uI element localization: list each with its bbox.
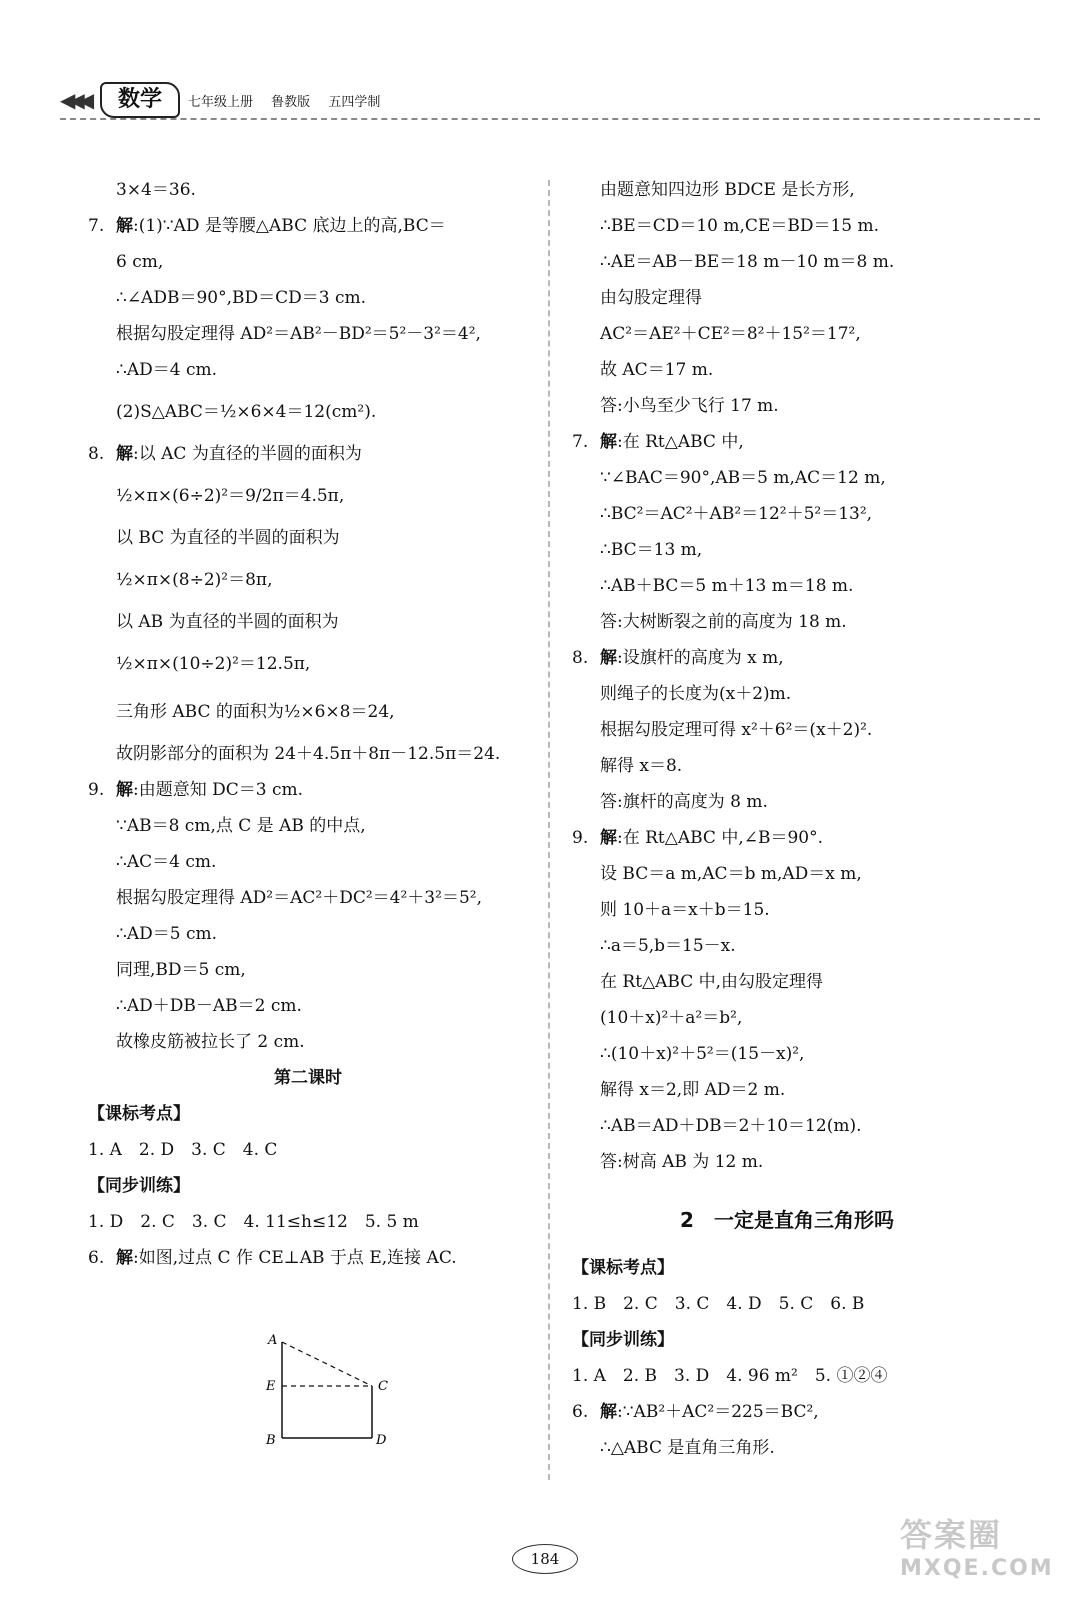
line-text: ∴BC²＝AC²＋AB²＝12²＋5²＝13², [600, 504, 873, 524]
text-line [572, 1358, 1002, 1394]
header-rule [60, 118, 1040, 120]
question-line [88, 208, 528, 244]
line-text: 根据勾股定理得 AD²＝AC²＋DC²＝4²＋3²＝5², [116, 888, 482, 908]
line-text: :以 AC 为直径的半圆的面积为 [133, 444, 362, 464]
line-text: 由勾股定理得 [600, 288, 702, 308]
text-line [88, 640, 528, 688]
watermark-url: MXQE.COM [900, 1556, 1054, 1581]
text-line [88, 472, 528, 520]
text-line [572, 1250, 1002, 1286]
subject-logo: 数学 [100, 82, 180, 118]
text-line [88, 736, 528, 772]
section-label: 【同步训练】 [88, 1176, 190, 1196]
question-number: 6. [88, 1248, 105, 1268]
question-line [572, 640, 1002, 676]
line-text: 在 Rt△ABC 中,由勾股定理得 [600, 972, 824, 992]
line-text: ∴AE＝AB－BE＝18 m－10 m＝8 m. [600, 252, 895, 272]
line-text: 答:树高 AB 为 12 m. [600, 1152, 764, 1172]
question-line [88, 1240, 528, 1276]
text-line [572, 1322, 1002, 1358]
line-text: ½×π×(8÷2)²＝8π, [116, 570, 273, 590]
line-text: 答:小鸟至少飞行 17 m. [600, 396, 779, 416]
solution-label: 解 [116, 216, 133, 236]
text-line [88, 952, 528, 988]
text-line [572, 1000, 1002, 1036]
text-line [88, 1024, 528, 1060]
figure-label-c: C [378, 1379, 388, 1394]
section-label: 【课标考点】 [88, 1104, 190, 1124]
text-line [88, 388, 528, 436]
line-text: 1. D 2. C 3. C 4. 11≤h≤12 5. 5 m [88, 1212, 419, 1232]
watermark-text: 答案圈 [900, 1516, 1003, 1554]
text-line [572, 460, 1002, 496]
line-text: AC²＝AE²＋CE²＝8²＋15²＝17², [600, 324, 861, 344]
text-line [88, 988, 528, 1024]
solution-label: 解 [116, 1248, 133, 1268]
question-number: 7. [572, 432, 589, 452]
line-text: 以 AB 为直径的半圆的面积为 [116, 612, 339, 632]
text-line [88, 280, 528, 316]
text-line [572, 172, 1002, 208]
text-line [88, 844, 528, 880]
line-text: ½×π×(6÷2)²＝9/2π＝4.5π, [116, 486, 345, 506]
figure-label-e: E [266, 1379, 276, 1394]
solution-label: 解 [600, 648, 617, 668]
solution-label: 解 [116, 444, 133, 464]
solution-label: 解 [116, 780, 133, 800]
text-line [88, 1168, 528, 1204]
line-text: 答:旗杆的高度为 8 m. [600, 792, 768, 812]
question-line [88, 772, 528, 808]
line-text: :由题意知 DC＝3 cm. [133, 780, 304, 800]
text-line [572, 568, 1002, 604]
solution-label: 解 [600, 432, 617, 452]
line-text: :(1)∵AD 是等腰△ABC 底边上的高,BC＝ [133, 216, 446, 236]
section-label: 【课标考点】 [572, 1258, 674, 1278]
line-text: (10＋x)²＋a²＝b², [600, 1008, 743, 1028]
line-text: (2)S△ABC＝½×6×4＝12(cm²). [116, 402, 377, 422]
text-line [572, 712, 1002, 748]
solution-label: 解 [600, 828, 617, 848]
line-text: 则绳子的长度为(x＋2)m. [600, 684, 792, 704]
line-text: 1. A 2. B 3. D 4. 96 m² 5. ①②④ [572, 1366, 888, 1386]
line-text: 由题意知四边形 BDCE 是长方形, [600, 180, 855, 200]
rectangle-figure [260, 1330, 410, 1460]
text-line [572, 928, 1002, 964]
line-text: 设 BC＝a m,AC＝b m,AD＝x m, [600, 864, 862, 884]
text-line [572, 1108, 1002, 1144]
text-line [88, 172, 528, 208]
lesson-title: 第二课时 [274, 1068, 342, 1088]
text-line [88, 244, 528, 280]
line-text: 1. A 2. D 3. C 4. C [88, 1140, 278, 1160]
text-line [572, 604, 1002, 640]
figure-label-a: A [268, 1333, 278, 1348]
page-number: 184 [512, 1544, 578, 1574]
question-line [88, 436, 528, 472]
text-line [572, 676, 1002, 712]
question-number: 7. [88, 216, 105, 236]
line-text: 3×4＝36. [116, 180, 196, 200]
grade-label: 七年级上册 [188, 95, 254, 110]
solution-label: 解 [600, 1402, 617, 1422]
question-number: 9. [88, 780, 105, 800]
text-line [572, 1036, 1002, 1072]
line-text: 故 AC＝17 m. [600, 360, 714, 380]
line-text: 以 BC 为直径的半圆的面积为 [116, 528, 340, 548]
question-number: 8. [572, 648, 589, 668]
line-text: ∴BC＝13 m, [600, 540, 703, 560]
text-line [572, 532, 1002, 568]
text-line [88, 556, 528, 604]
line-text: 故阴影部分的面积为 24＋4.5π＋8π－12.5π＝24. [116, 744, 501, 764]
text-line [572, 748, 1002, 784]
line-text: 三角形 ABC 的面积为½×6×8＝24, [116, 702, 395, 722]
figure-label-d: D [376, 1433, 387, 1448]
text-line [572, 1286, 1002, 1322]
line-text: 答:大树断裂之前的高度为 18 m. [600, 612, 847, 632]
double-arrow-icon: ◀◀◀ [60, 88, 89, 112]
section-label: 【同步训练】 [572, 1330, 674, 1350]
line-text: :如图,过点 C 作 CE⊥AB 于点 E,连接 AC. [133, 1248, 457, 1268]
text-line [88, 1096, 528, 1132]
text-line [572, 280, 1002, 316]
line-text: ∴∠ADB＝90°,BD＝CD＝3 cm. [116, 288, 367, 308]
section-title: 2 一定是直角三角形吗 [680, 1208, 894, 1232]
line-text: ∴AC＝4 cm. [116, 852, 217, 872]
line-text: :设旗杆的高度为 x m, [617, 648, 784, 668]
text-line [572, 1144, 1002, 1180]
line-text: 解得 x＝2,即 AD＝2 m. [600, 1080, 786, 1100]
line-text: :在 Rt△ABC 中, [617, 432, 744, 452]
question-number: 9. [572, 828, 589, 848]
line-text: 解得 x＝8. [600, 756, 683, 776]
line-text: ½×π×(10÷2)²＝12.5π, [116, 654, 311, 674]
line-text: 故橡皮筋被拉长了 2 cm. [116, 1032, 305, 1052]
text-line [88, 352, 528, 388]
text-line [572, 388, 1002, 424]
text-line [572, 856, 1002, 892]
text-line [572, 964, 1002, 1000]
text-line [572, 316, 1002, 352]
line-text: 根据勾股定理可得 x²＋6²＝(x＋2)². [600, 720, 873, 740]
text-line [88, 316, 528, 352]
line-text: 同理,BD＝5 cm, [116, 960, 246, 980]
text-line [572, 1072, 1002, 1108]
line-text: ∴AB＝AD＋DB＝2＋10＝12(m). [600, 1116, 862, 1136]
text-line [572, 1430, 1002, 1466]
text-line [88, 520, 528, 556]
text-line [88, 916, 528, 952]
line-text: ∴△ABC 是直角三角形. [600, 1438, 775, 1458]
line-text: :∵AB²＋AC²＝225＝BC², [617, 1402, 819, 1422]
line-text: ∴AB＋BC＝5 m＋13 m＝18 m. [600, 576, 854, 596]
question-line [572, 1394, 1002, 1430]
line-text: ∴BE＝CD＝10 m,CE＝BD＝15 m. [600, 216, 880, 236]
question-number: 8. [88, 444, 105, 464]
line-text: 1. B 2. C 3. C 4. D 5. C 6. B [572, 1294, 865, 1314]
line-text: 6 cm, [116, 252, 164, 272]
system-label: 五四学制 [328, 95, 381, 110]
line-text: ∴AD＋DB－AB＝2 cm. [116, 996, 302, 1016]
line-text: 根据勾股定理得 AD²＝AB²－BD²＝5²－3²＝4², [116, 324, 481, 344]
text-line [572, 244, 1002, 280]
text-line [88, 808, 528, 844]
page-header [60, 82, 1040, 118]
left-column [88, 172, 528, 1276]
edition-label: 鲁教版 [271, 95, 311, 110]
question-line [572, 424, 1002, 460]
watermark-logo [900, 1510, 1060, 1590]
text-line [88, 1132, 528, 1168]
line-text: ∵∠BAC＝90°,AB＝5 m,AC＝12 m, [600, 468, 886, 488]
text-line [88, 880, 528, 916]
text-line [572, 208, 1002, 244]
question-number: 6. [572, 1402, 589, 1422]
text-line [572, 496, 1002, 532]
text-line [88, 1204, 528, 1240]
figure-label-b: B [266, 1433, 276, 1448]
right-column [572, 172, 1002, 1466]
line-text: 则 10＋a＝x＋b＝15. [600, 900, 770, 920]
text-line [572, 352, 1002, 388]
line-text: ∵AB＝8 cm,点 C 是 AB 的中点, [116, 816, 366, 836]
text-line [572, 892, 1002, 928]
line-text: ∴(10＋x)²＋5²＝(15－x)², [600, 1044, 805, 1064]
question-line [572, 820, 1002, 856]
line-text: ∴AD＝5 cm. [116, 924, 217, 944]
line-text: :在 Rt△ABC 中,∠B＝90°. [617, 828, 824, 848]
line-text: ∴AD＝4 cm. [116, 360, 217, 380]
text-line [88, 688, 528, 736]
text-line [88, 604, 528, 640]
text-line [572, 784, 1002, 820]
column-divider [548, 180, 550, 1480]
line-text: ∴a＝5,b＝15－x. [600, 936, 736, 956]
book-info [188, 91, 394, 110]
